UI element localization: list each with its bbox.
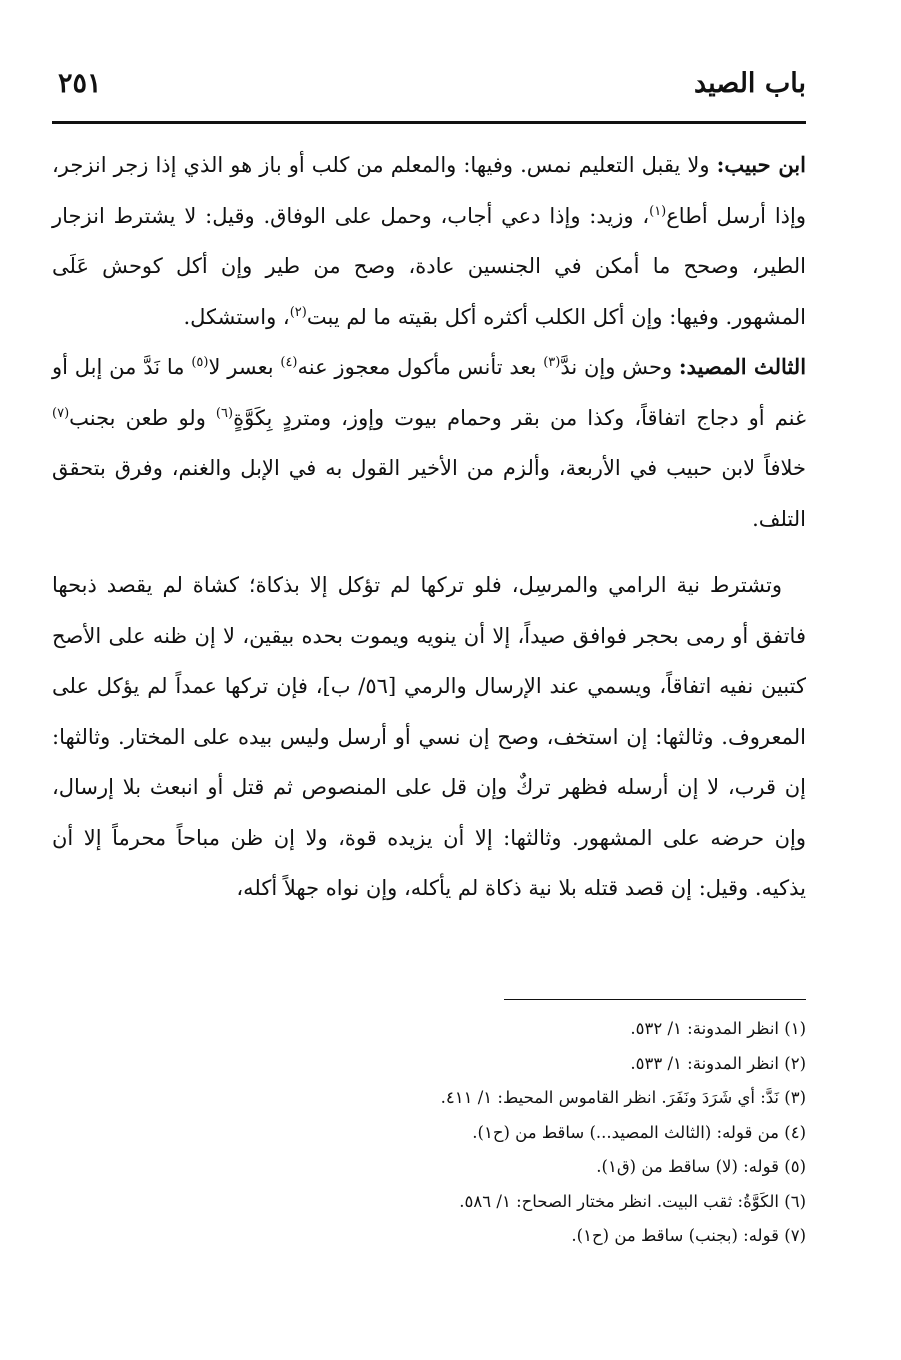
paragraph-lead: الثالث المصيد:: [678, 354, 807, 379]
text-run: ، وزيد: وإذا دعي أجاب، وحمل على الوفاق. وقيل: لا يشترط انزجار الطير، وصحح ما أمكن في الجنسين عادة، وصح من طير وإن أكل كوحش عَلَى المشهور. وفيها: وإن أكل الكلب أكثره أكل بقيته ما لم يبت: [52, 203, 806, 329]
footnote-marker: (٦): [215, 405, 234, 421]
footnote-1: (١) انظر المدونة: ١/ ٥٣٢.: [630, 1019, 806, 1038]
footnote-3: (٣) نَدَّ: أي شَرَدَ ونَفَرَ. انظر القاموس المحيط: ١/ ٤١١.: [440, 1088, 806, 1107]
footnote-marker: (٢): [289, 304, 307, 320]
footnote-marker: (٣): [543, 355, 561, 370]
text-run: بعد تأنس مأكول معجوز عنه: [297, 355, 544, 379]
footnote-marker: (٥): [191, 355, 209, 370]
footnote-6: (٦) الكَوَّةُ: ثقب البيت. انظر مختار الصحاح: ١/ ٥٨٦.: [459, 1191, 806, 1211]
footnote-4: (٤) من قوله: (الثالث المصيد...) ساقط من (ح١).: [472, 1122, 806, 1142]
paragraph-1: [52, 140, 806, 342]
footnotes: [52, 1012, 806, 1254]
paragraph-3: وتشترط نية الرامي والمرسِل، فلو تركها لم تؤكل إلا بذكاة؛ كشاة لم يقصد ذبحها فاتفق أو رمى بحجر فوافق صيداً، إلا أن ينويه ويموت بحده بيقين، لا إن ظنه على الأصح كتبين نفيه اتفاقاً، ويسمي عند الإرسال والرمي [٥٦/ ب]، فإن تركها عمداً لم يؤكل على المعروف. وثالثها: إن استخف، وصح إن نسي أو أرسل وليس بيده على المختار. وثالثها: إن قرب، لا إن أرسله فظهر تركٌ وإن قل على المنصوص ثم قتل أو انبعث بلا إرسال، وإن حرضه على المشهور. وثالثها: إلا أن يزيده قوة، ولا إن ظن مباحاً محرماً إلا أن يذكيه. وقيل: إن قصد قتله بلا نية ذكاة لم يأكله، وإن نواه جهلاً أكله،: [52, 573, 806, 900]
footnote-marker: (٧): [52, 405, 70, 421]
footnote-2: (٢) انظر المدونة: ١/ ٥٣٣.: [630, 1053, 806, 1073]
page-header: [52, 62, 806, 114]
paragraph-2: [52, 342, 806, 544]
footnote-divider: [504, 999, 806, 1000]
header-divider: [52, 121, 806, 124]
main-text: [52, 140, 806, 914]
footnote-7: (٧) قوله: (بجنب) ساقط من (ح١).: [571, 1226, 806, 1245]
footnote-marker: (٤): [280, 355, 298, 370]
text-run: خلافاً لابن حبيب في الأربعة، وألزم من الأخير القول به في الإبل والغنم، وفرق بتحقق التلف.: [52, 456, 806, 531]
footnote-marker: (١): [649, 203, 667, 219]
footnote-5: (٥) قوله: (لا) ساقط من (ق١).: [596, 1157, 806, 1176]
text-run: ، واستشكل.: [183, 304, 290, 329]
text-run: ما نَدَّ من إبل أو غنم أو دجاج اتفاقاً، وكذا من بقر وحمام بيوت وإوز، ومتردٍ بِكَوَّةٍ: [52, 355, 806, 430]
text-run: ولو طعن بجنب: [69, 405, 216, 430]
page-number: ٢٥١: [58, 68, 102, 99]
chapter-title: باب الصيد: [693, 68, 806, 99]
text-run: وحش وإن ندَّ: [560, 355, 679, 379]
text-run: بعسر لا: [208, 355, 281, 379]
text-run: ولا يقبل التعليم نمس. وفيها: والمعلم من كلب أو باز هو الذي إذا زجر انزجر، وإذا أرسل أطاع: [52, 153, 806, 228]
paragraph-lead: ابن حبيب:: [716, 152, 806, 177]
